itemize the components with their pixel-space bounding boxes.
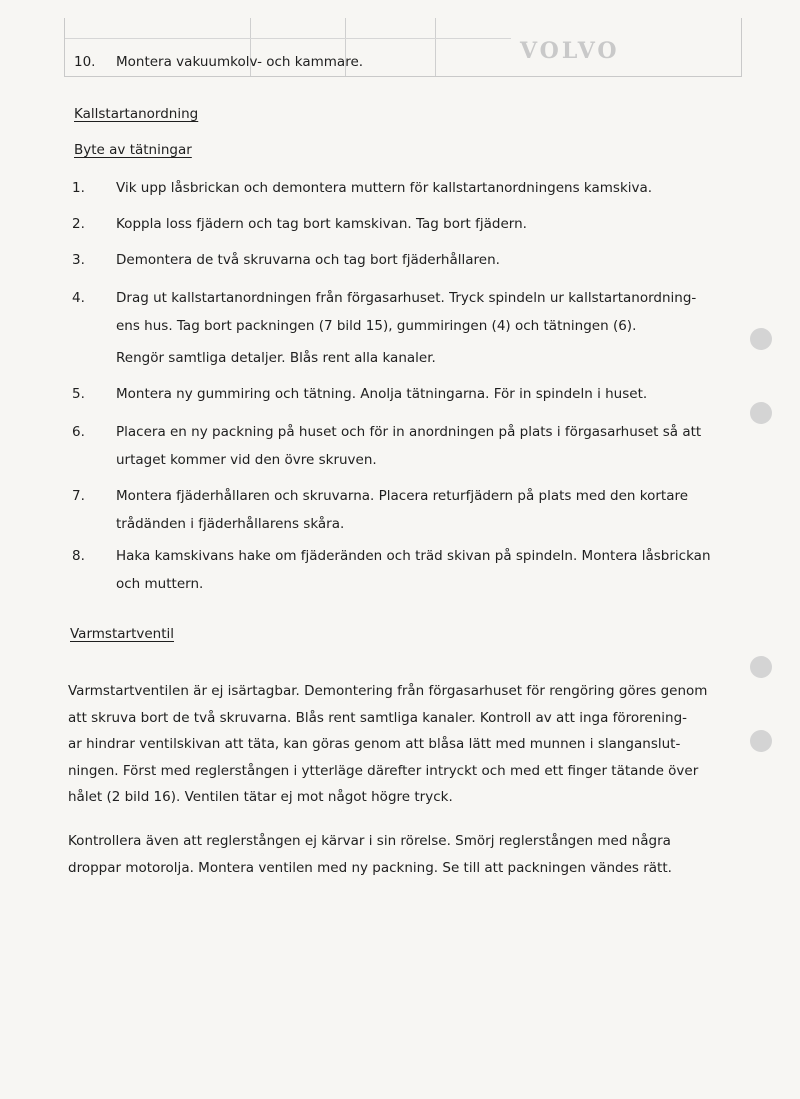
paragraph-line: droppar motorolja. Montera ventilen med ny packning. Se till att packningen vändes rätt. xyxy=(68,859,672,876)
warm-start-paragraph xyxy=(68,678,708,811)
step-text: Demontera de två skruvarna och tag bort fjäderhållaren. xyxy=(116,252,500,268)
step-text: Rengör samtliga detaljer. Blås rent alla kanaler. xyxy=(116,350,436,366)
step-number: 7. xyxy=(72,488,85,504)
punch-hole xyxy=(750,656,772,678)
step-text: Vik upp låsbrickan och demontera muttern för kallstartanordningens kamskiva. xyxy=(116,180,653,196)
volvo-logo: VOLVO xyxy=(520,38,620,64)
step-text: urtaget kommer vid den övre skruven. xyxy=(116,452,377,468)
step-number: 1. xyxy=(72,180,85,196)
step-text: Montera fjäderhållaren och skruvarna. Placera returfjädern på plats med den kortare xyxy=(116,488,689,504)
step-text: och muttern. xyxy=(116,576,204,592)
section-heading-seal-replacement: Byte av tätningar xyxy=(74,142,192,158)
step-number: 10. xyxy=(74,54,96,70)
paragraph-line: hålet (2 bild 16). Ventilen tätar ej mot något högre tryck. xyxy=(68,789,453,805)
step-text: trådänden i fjäderhållarens skåra. xyxy=(116,516,345,532)
paragraph-line: ar hindrar ventilskivan att täta, kan göras genom att blåsa lätt med munnen i slanganslut- xyxy=(68,736,681,752)
section-heading-warm-start: Varmstartventil xyxy=(70,626,175,642)
header-rule xyxy=(65,38,511,39)
step-number: 5. xyxy=(72,386,85,402)
punch-hole xyxy=(750,402,772,424)
header-step xyxy=(74,54,363,70)
step-text: Montera vakuumkolv- och kammare. xyxy=(116,54,364,70)
step-number: 2. xyxy=(72,216,85,232)
section-heading-cold-start: Kallstartanordning xyxy=(74,106,199,122)
step-text: Koppla loss fjädern och tag bort kamskivan. Tag bort fjädern. xyxy=(116,216,527,232)
step-text: Drag ut kallstartanordningen från förgasarhuset. Tryck spindeln ur kallstartanordning- xyxy=(116,290,697,306)
step-text: Montera ny gummiring och tätning. Anolja tätningarna. För in spindeln i huset. xyxy=(116,386,648,402)
step-number: 4. xyxy=(72,290,85,306)
header-divider xyxy=(435,18,436,76)
punch-hole xyxy=(750,328,772,350)
check-paragraph xyxy=(68,828,708,881)
paragraph-line: Kontrollera även att reglerstången ej kärvar i sin rörelse. Smörj reglerstången med några xyxy=(68,833,671,849)
step-text: Placera en ny packning på huset och för in anordningen på plats i förgasarhuset så att xyxy=(116,424,702,440)
paragraph-line: ningen. Först med reglerstången i ytterläge därefter intryckt och med ett finger tätande över xyxy=(68,762,699,779)
paragraph-line: Varmstartventilen är ej isärtagbar. Demontering från förgasarhuset för rengöring göres genom xyxy=(68,683,708,699)
punch-hole xyxy=(750,730,772,752)
step-text: Haka kamskivans hake om fjäderänden och träd skivan på spindeln. Montera låsbrickan xyxy=(116,548,711,564)
step-text: ens hus. Tag bort packningen (7 bild 15), gummiringen (4) och tätningen (6). xyxy=(116,318,637,334)
paragraph-line: att skruva bort de två skruvarna. Blås rent samtliga kanaler. Kontroll av att inga förorening- xyxy=(68,709,688,726)
step-number: 8. xyxy=(72,548,85,564)
step-number: 3. xyxy=(72,252,85,268)
step-number: 6. xyxy=(72,424,85,440)
